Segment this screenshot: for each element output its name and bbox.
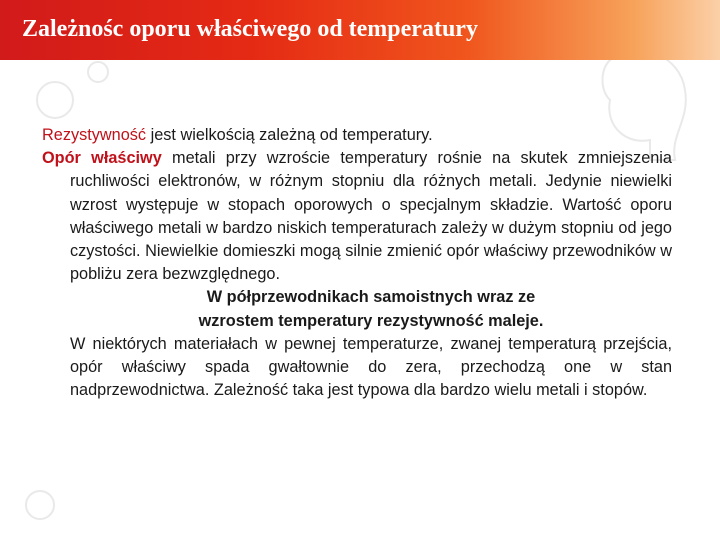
paragraph-rezystywnosc (42, 124, 672, 147)
slide-title: Zależnośc oporu właściwego od temperatury (22, 16, 478, 42)
paragraph-rezystywnosc-text: jest wielkością zależną od temperatury. (146, 126, 433, 144)
semiconductor-line-1: W półprzewodnikach samoistnych wraz ze (206, 288, 536, 307)
semiconductor-line-2: wzrostem temperatury rezystywność maleje. (198, 311, 544, 330)
slide-content (42, 124, 672, 402)
decor-circle-icon (88, 62, 108, 82)
paragraph-opor-wlasciwy-text: metali przy wzroście temperatury rośnie na skutek zmniejszenia ruchliwości elektronów, w różnym stopniu dla różnych metali. Jedynie niewielki wzrost występuje w stopach oporowych o specjalnym składzie. Wartość oporu właściwego metali w bardzo niskich temperaturach zależy w dużym stopniu od jego czystości. Niewielkie domieszki mogą silnie zmienić opór właściwy przewodników w pobliżu zera bezwzględnego. (70, 149, 672, 284)
term-opor-wlasciwy: Opór właściwy (42, 149, 162, 168)
paragraph-nadprzewodnictwo-text: W niektórych materiałach w pewnej temperaturze, zwanej temperaturą przejścia, opór właściwy spada gwałtownie do zera, przechodzą one w stan nadprzewodnictwa. Zależność taka jest typowa dla bardzo wielu metali i stopów. (70, 334, 672, 400)
paragraph-nadprzewodnictwo (42, 333, 672, 403)
title-bar (0, 0, 720, 60)
decor-ring-icon (37, 82, 73, 118)
semiconductor-statement (42, 286, 672, 332)
term-rezystywnosc: Rezystywność (42, 126, 147, 144)
paragraph-opor-wlasciwy (42, 147, 672, 286)
decor-orbit-icon (26, 491, 54, 519)
